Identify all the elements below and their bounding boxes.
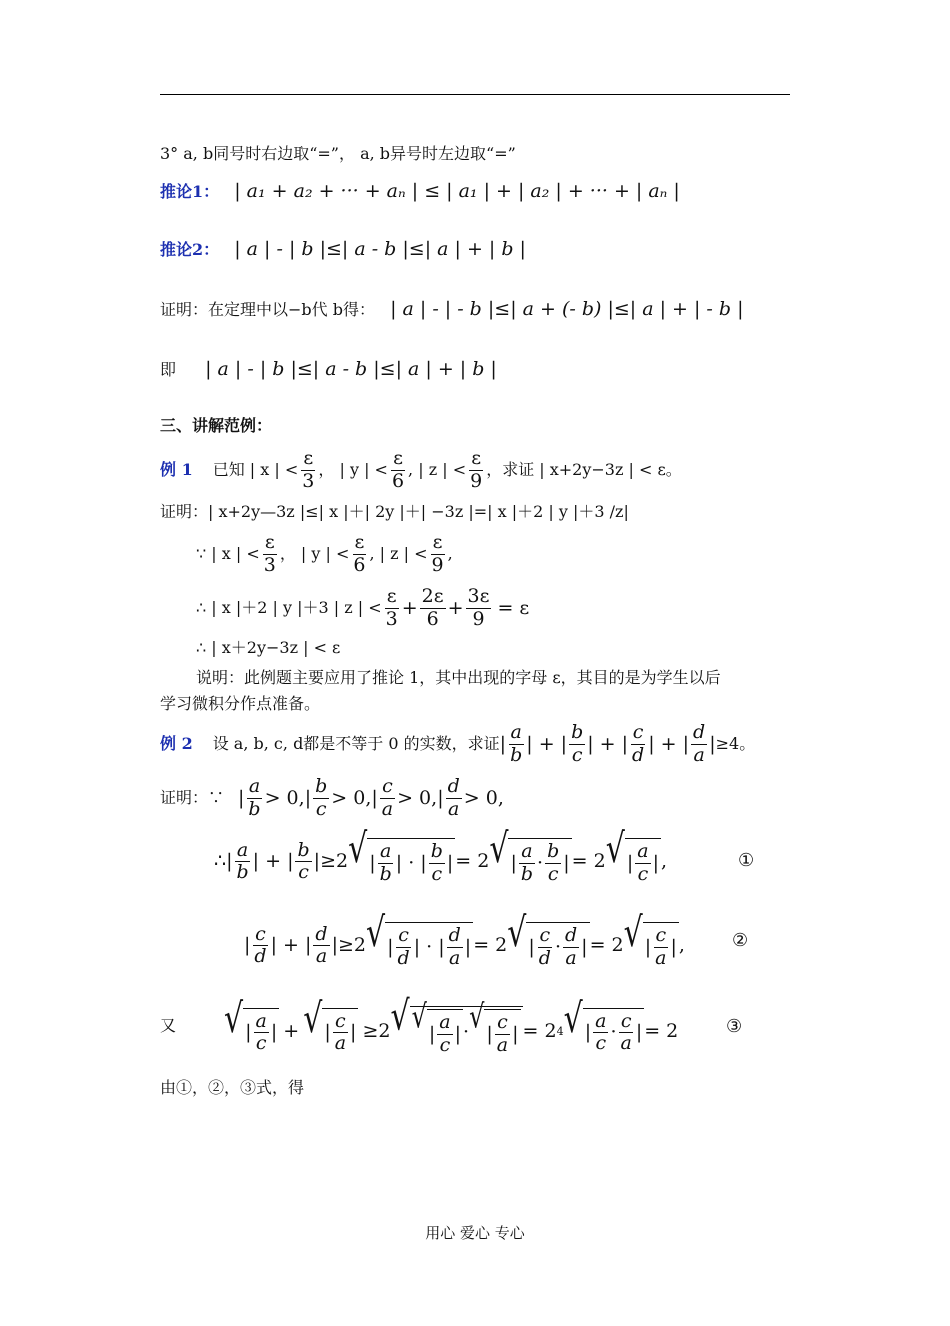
fraction: $\frac{\varepsilon}{6}$ <box>391 447 405 492</box>
sqrt-icon: √ | $\frac{a}{b}$ · $\frac{b}{c}$ | <box>489 825 570 885</box>
fraction: $\frac{b}{c}$ <box>315 775 328 820</box>
ex1-because-line: ∵ | x | < $\frac{\varepsilon}{3}$ ， | y | < $\frac{\varepsilon}{6}$ , | z | < $\frac{\varepsilon}{9}$ , <box>196 531 453 576</box>
ex1-therefore-final: ∴ | x＋2y−3z | < ε <box>196 638 341 657</box>
example-1-label: 例 1 <box>160 460 193 480</box>
fraction: $\frac{c}{d}$ <box>254 922 267 968</box>
fraction: $\frac{b}{c}$ <box>297 838 310 884</box>
section-title: 三、讲解范例： <box>160 416 273 435</box>
example-1-statement <box>160 448 682 493</box>
sqrt-icon: √ | $\frac{a}{c}$ · $\frac{c}{a}$ | <box>563 995 643 1055</box>
sqrt-icon: √ | $\frac{c}{a}$ | <box>623 909 677 969</box>
ex1-goal: ，求证 | x+2y−3z | < ε。 <box>486 460 682 480</box>
fraction: $\frac{\varepsilon}{6}$ <box>353 531 366 576</box>
ex1-proof-line1: 证明：| x+2y—3z |≤| x |＋| 2y |＋| −3z |=| x |＋2 | y |＋3 /z| <box>160 502 629 521</box>
sqrt-icon: √ | $\frac{c}{d}$ | · | $\frac{d}{a}$ | <box>365 909 472 969</box>
sqrt-icon: √ | $\frac{a}{b}$ | · | $\frac{b}{c}$ | <box>348 825 454 885</box>
marker-2: ② <box>732 930 749 951</box>
ji-line <box>160 360 497 379</box>
you-label: 又 <box>160 1016 177 1035</box>
fraction: $\frac{b}{c}$ <box>571 721 584 766</box>
ex2-equation-1: ∴ | $\frac{a}{b}$ | + | $\frac{b}{c}$ | ≥2 √ | $\frac{a}{b}$ | · | $\frac{b}{c}$ | = 2 √ | $\frac{a}{b}$ · $\frac{b}{c}$ | = 2 √ | $\frac{a}{c}$ | , <box>214 825 668 885</box>
ex2-conclusion: 由①，②，③式，得 <box>160 1078 305 1097</box>
ji-label: 即 <box>160 360 177 379</box>
marker-1: ① <box>738 850 755 871</box>
corollary-2-formula: | a | - | b |≤| a - b |≤| a | + | b | <box>234 238 526 260</box>
header-rule <box>160 94 790 95</box>
fraction: $\frac{\varepsilon}{9}$ <box>431 531 444 576</box>
corollary-1-label: 推论1： <box>160 182 220 201</box>
ji-formula: | a | - | b |≤| a - b |≤| a | + | b | <box>205 358 497 380</box>
proof-substitution-formula: | a | - | - b |≤| a + (- b) |≤| a | + | - b | <box>390 298 744 320</box>
ex1-therefore-sum: ∴ | x |＋2 | y |＋3 | z | < $\frac{\varepsilon}{3}$ + $\frac{2\varepsilon}{6}$ + $\frac{3\varepsilon}{9}$ = ε <box>196 585 530 630</box>
corollary-1 <box>160 182 680 201</box>
fraction: $\frac{a}{b}$ <box>248 775 261 820</box>
fraction: $\frac{2\varepsilon}{6}$ <box>421 585 444 630</box>
fraction: $\frac{a}{b}$ <box>510 721 523 766</box>
fraction: $\frac{\varepsilon}{3}$ <box>385 585 398 630</box>
sqrt-icon: √ √ | $\frac{a}{c}$ | · √ | $\frac{c}{a}$ | <box>390 1006 522 1057</box>
corollary-2 <box>160 240 526 259</box>
ex2-equation-3: √ | $\frac{a}{c}$ | + √ | $\frac{c}{a}$ | ≥2 √ √ | $\frac{a}{c}$ | · √ | $\frac{c}{a}$ | = 2 4 √ | $\frac{a}{c}$ · $\frac{c}{a}$ | = 2 <box>224 993 679 1056</box>
ex1-note-line1: 说明：此例题主要应用了推论 1，其中出现的字母 ε，其目的是为学生以后 <box>196 668 721 687</box>
fraction: $\frac{d}{a}$ <box>447 775 460 820</box>
fraction: $\frac{a}{b}$ <box>236 838 249 884</box>
example-2-statement: 例 2 设 a, b, c, d都是不等于 0 的实数，求证 | $\frac{a}{b}$ | + | $\frac{b}{c}$ | + | $\frac{c}{d}$ | + | $\frac{d}{a}$ | ≥4。 <box>160 721 756 766</box>
fraction: $\frac{c}{d}$ <box>632 721 645 766</box>
marker-3: ③ <box>726 1016 743 1037</box>
fraction: $\frac{\varepsilon}{3}$ <box>263 531 276 576</box>
fraction: $\frac{d}{a}$ <box>315 922 328 968</box>
ex2-proof-line: 证明：∵ | $\frac{a}{b}$ > 0, | $\frac{b}{c}$ > 0, | $\frac{c}{a}$ > 0, | $\frac{d}{a}$ > 0, <box>160 775 504 820</box>
sqrt-icon: √ | $\frac{c}{d}$ · $\frac{d}{a}$ | <box>507 909 588 969</box>
proof-substitution <box>160 300 744 319</box>
fraction: $\frac{d}{a}$ <box>693 721 706 766</box>
fraction: $\frac{c}{a}$ <box>381 775 394 820</box>
corollary-2-label: 推论2： <box>160 240 220 259</box>
sqrt-icon: √ | $\frac{c}{a}$ | <box>303 995 357 1055</box>
corollary-1-formula: | a₁ + a₂ + ··· + aₙ | ≤ | a₁ | + | a₂ | + ··· + | aₙ | <box>234 180 680 202</box>
line-3deg: 3° a, b同号时右边取“=”， a, b异号时左边取“=” <box>160 144 516 163</box>
ex1-note-line2: 学习微积分作点准备。 <box>160 694 321 713</box>
fraction: $\frac{3\varepsilon}{9}$ <box>467 585 490 630</box>
sqrt-icon: √ | $\frac{a}{c}$ | <box>224 995 278 1055</box>
page-footer: 用心 爱心 专心 <box>425 1224 525 1242</box>
ex2-equation-2: | $\frac{c}{d}$ | + | $\frac{d}{a}$ | ≥2 √ | $\frac{c}{d}$ | · | $\frac{d}{a}$ | = 2 √ | $\frac{c}{d}$ · $\frac{d}{a}$ | = 2 √ | $\frac{c}{a}$ | , <box>244 909 685 969</box>
proof-substitution-text: 证明：在定理中以−b代 b得： <box>160 300 375 319</box>
ex1-given: 已知 | x | < <box>212 460 299 480</box>
ex1-sep2: , | z | < <box>408 460 467 480</box>
ex1-sep1: ， | y | < <box>318 460 388 480</box>
fraction: $\frac{\varepsilon}{3}$ <box>302 447 315 492</box>
fraction: $\frac{\varepsilon}{9}$ <box>470 447 483 492</box>
sqrt-icon: √ | $\frac{a}{c}$ | <box>605 825 659 885</box>
example-2-label: 例 2 <box>160 734 193 754</box>
